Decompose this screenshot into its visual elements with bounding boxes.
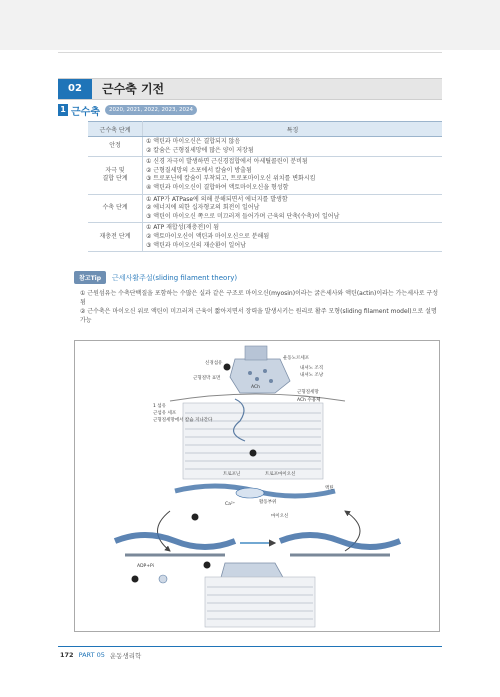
feature-item: ② 액토마이오신이 액틴과 마이오신으로 분해됨 [146,232,270,240]
stage-cell [88,223,143,252]
figure-illustration [75,341,439,631]
stage-cell [88,137,143,157]
col-header-stage: 근수축 단계 [88,122,143,137]
label-adp: ADP+Pi [137,564,154,569]
section-title: 근수축 기전 [102,82,165,96]
cycle-arrow-left [158,511,171,551]
exam-years-badge: 2020, 2021, 2022, 2023, 2024 [105,105,197,115]
label-membrane: 근형질막 표면 [193,376,221,381]
tip-header [74,271,237,284]
label-actin: 액틴 [325,486,334,491]
section-number: 02 [58,79,92,99]
feature-item: ④ 액틴과 마이오신이 결합하여 액토마이오신을 형성함 [146,183,289,191]
stage-label: 수축 단계 [102,204,128,212]
feature-item: ① ATP가 ATPase에 의해 분해되면서 에너지를 발생함 [146,195,288,203]
stage-cell [88,157,143,194]
table-header-row [88,122,442,137]
subsection-number: 1 [58,104,68,116]
footer-title: 운동생리학 [109,652,142,660]
footer-rule [58,646,442,647]
page-footer [60,651,141,660]
features-cell [143,157,443,194]
sarcomere-block-top [183,403,323,479]
feature-item: ③ 액틴과 마이오신의 재순환이 일어남 [146,241,246,249]
label-action1: 1 섬유 [153,404,166,409]
label-ca: Ca²⁺ [225,502,236,507]
tip-badge: 참고Tip [74,271,106,284]
section-header [58,78,442,100]
label-troponin: 트로포닌 [223,472,241,477]
label-tropomyosin: 트로포마이오신 [265,472,296,477]
feature-item: ① 신경 자극이 발생하면 근신경접합에서 아세틸콜린이 분비됨 [146,158,308,166]
table-row [88,194,442,223]
feature-item: ① 액틴과 마이오신은 결합되지 않음 [146,138,241,145]
label-binding: 활동부위 [259,500,277,505]
feature-item: ② 에너지에 의한 십자형교의 회전이 일어남 [146,204,260,212]
features-cell [143,194,443,223]
label-ca-release: 근형질세망에서 칼슘 지나간다 [153,418,213,423]
table-row [88,157,442,194]
footer-part: PART 05 [78,651,105,659]
stage-label: 안정 [109,142,121,150]
stage-cell [88,194,143,223]
contraction-table [88,121,442,252]
label-receptor: ACh 수용체 [297,398,321,403]
label-sr: 근형질세망 [297,390,319,395]
feature-item: ① ATP 재합성(재충전)이 됨 [146,224,220,232]
tip-body [80,290,440,326]
features-cell [143,223,443,252]
actomyosin-right [280,535,400,555]
sarcomere-block-bottom [205,577,315,627]
label-terminal: 운동노르세포 [283,356,310,361]
stage-label: 결합 단계 [102,175,128,183]
tip-item: ② 근수축은 마이오신 위로 액틴이 미끄러져 근육이 짧아지면서 장력을 발생시키는 원리로 활주 모형(sliding filament model)으로 설명 가능 [80,308,437,324]
label-myosin: 마이오신 [271,514,289,519]
label-ach: ACh [251,385,260,390]
atp-molecule [159,575,167,583]
page-number: 172 [60,651,74,659]
feature-item: ② 칼슘은 근형질세망에 많은 양이 저장됨 [146,146,254,154]
label-t-tubule1: 내셔노 조직 [300,366,324,371]
feature-item: ② 근형질세망의 소포에서 칼슘이 방출됨 [146,166,252,174]
table-row [88,137,442,157]
table-row [88,223,442,252]
stage-label: 재충전 단계 [99,232,131,240]
label-t-tubule2: 내셔노 조낭 [300,373,324,378]
stage-label: 자극 및 [105,166,125,174]
nerve-terminal [230,359,290,393]
col-header-features: 특징 [143,122,443,137]
tip-item: ① 근원섬유는 수축단백질을 포함하는 수많은 실과 같은 구조로 마이오신(myosin)이라는 굵은세사와 액틴(actin)이라는 가는세사로 구성됨 [80,290,439,306]
feature-item: ③ 액틴이 마이오신 쪽으로 미끄러져 들어가며 근육의 단축(수축)이 일어남 [146,212,340,220]
label-axon: 신경섬유 [205,361,223,366]
features-cell [143,137,443,157]
subsection-title: 근수축 [71,106,100,118]
tip-title: 근세사활주설(sliding filament theory) [112,273,238,282]
label-action2: 근섬유 세포 [153,411,177,416]
top-rule [58,52,442,53]
axon-shape [245,346,267,360]
feature-item: ③ 트로포닌에 칼슘이 부착되고, 트로포마이오신 위치를 변화시킴 [146,175,316,183]
top-band [0,0,500,50]
troponin-complex [236,488,264,498]
sliding-filament-figure [74,340,440,632]
actomyosin-left [115,535,235,555]
subsection-header [58,103,197,117]
